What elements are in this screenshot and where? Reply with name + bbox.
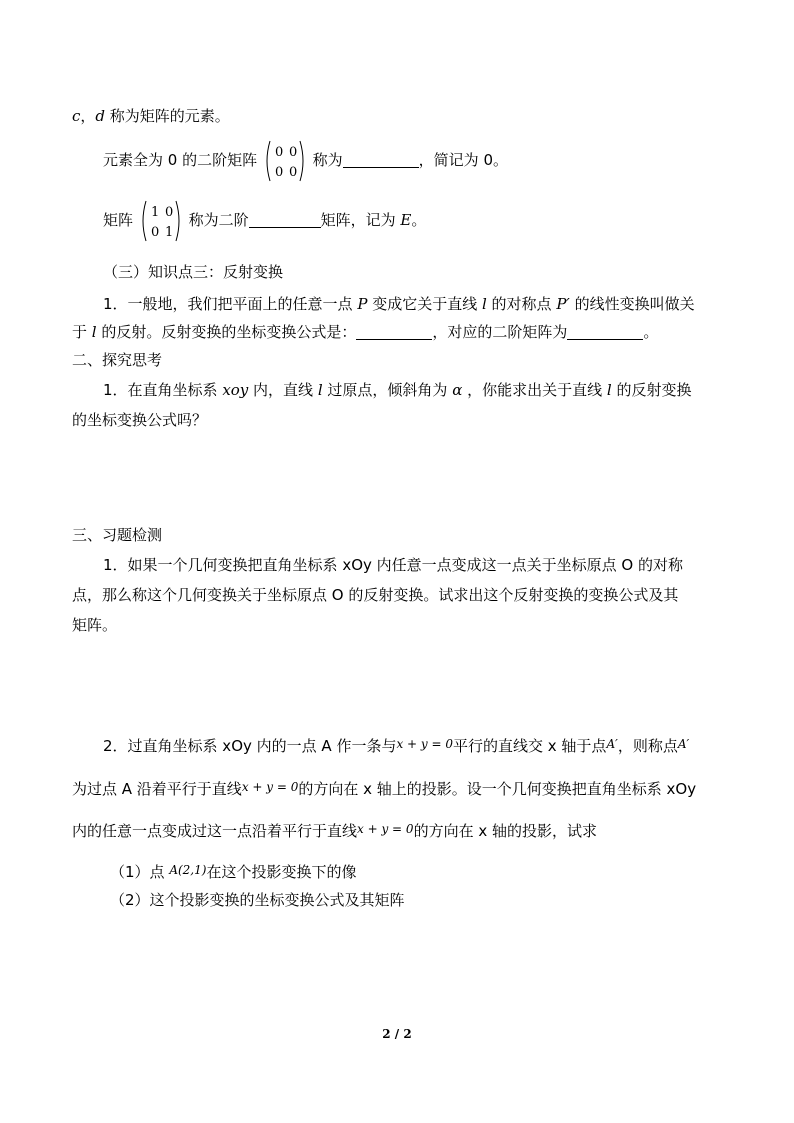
var-P: P — [357, 295, 368, 313]
text-d: ，你能求出关于直线 — [462, 381, 607, 399]
point-A: A(2,1) — [169, 863, 207, 877]
heading-exercises: 三、习题检测 — [72, 526, 163, 544]
text-c: 的对称点 — [486, 295, 557, 313]
m-d: 1 — [164, 224, 174, 240]
text-a: 2．过直角坐标系 xOy 内的一点 A 作一条与 — [103, 737, 397, 755]
line-reflection-def-1 — [103, 294, 695, 314]
equation: x + y = 0 — [357, 822, 414, 836]
line-zero-matrix — [103, 137, 508, 184]
var-d: d — [95, 107, 106, 125]
var-l: l — [481, 295, 487, 313]
blank-formula[interactable] — [356, 323, 432, 340]
equation: x + y = 0 — [241, 780, 299, 794]
text-a: （1）点 — [110, 863, 170, 881]
text-mid: 称为二阶 — [188, 211, 249, 229]
m-a: 0 — [274, 144, 284, 160]
equation: x + y = 0 — [396, 737, 454, 751]
comma: ， — [80, 107, 96, 125]
blank-zero-matrix[interactable] — [343, 151, 419, 168]
text-a: 1．一般地，我们把平面上的任意一点 — [103, 295, 358, 313]
line-exercise1-2: 点，那么称这个几何变换关于坐标原点 O 的反射变换。试求出这个反射变换的变换公式及其 — [72, 586, 679, 604]
m-b: 0 — [164, 204, 174, 220]
line-explore-q1 — [103, 380, 691, 400]
line-identity-matrix — [103, 197, 426, 244]
line-exercise1-3: 矩阵。 — [72, 616, 118, 634]
var-A-prime: A′ — [677, 737, 690, 751]
var-alpha: α — [452, 381, 463, 399]
text-pre: 矩阵 — [103, 211, 134, 229]
blank-identity[interactable] — [249, 211, 321, 228]
zero-matrix — [262, 138, 308, 184]
text-a: 1．在直角坐标系 — [103, 381, 223, 399]
text-b: 平行的直线交 x 轴于点 — [453, 737, 607, 755]
line-matrix-elements — [72, 106, 230, 126]
page-number: 2 / 2 — [382, 1027, 412, 1041]
text-b: 在这个投影变换下的像 — [206, 863, 357, 881]
text-c: ，则称点 — [617, 737, 678, 755]
m-c: 0 — [150, 224, 160, 240]
heading-reflection: （三）知识点三：反射变换 — [103, 263, 284, 281]
line-exercise2-3 — [72, 819, 597, 841]
text-pre: 元素全为 0 的二阶矩阵 — [103, 151, 258, 169]
line-exercise2-q2: （2）这个投影变换的坐标变换公式及其矩阵 — [110, 891, 405, 909]
text-b: 的方向在 x 轴的投影，试求 — [413, 822, 597, 840]
text-c: ，对应的二阶矩阵为 — [432, 323, 568, 341]
var-c: c — [72, 107, 81, 125]
identity-matrix — [138, 198, 184, 244]
text-c: 过原点，倾斜角为 — [322, 381, 453, 399]
m-c: 0 — [274, 164, 284, 180]
line-exercise2-2 — [72, 777, 696, 799]
text-b: 内，直线 — [248, 381, 318, 399]
var-A-prime: A′ — [606, 737, 618, 751]
text-post: ，简记为 0。 — [418, 151, 508, 169]
m-d: 0 — [288, 164, 298, 180]
line-reflection-def-2 — [72, 322, 658, 342]
var-l: l — [317, 381, 323, 399]
text-d: 的线性变换叫做关 — [569, 295, 695, 313]
text-d: 。 — [643, 323, 659, 341]
m-a: 1 — [150, 204, 160, 220]
blank-matrix[interactable] — [567, 323, 643, 340]
var-xoy: xoy — [222, 381, 249, 399]
text-mid2: 矩阵，记为 — [320, 211, 401, 229]
text-b: 变成它关于直线 — [367, 295, 482, 313]
text-end: 。 — [411, 211, 427, 229]
text-e: 的反射变换 — [611, 381, 692, 399]
m-b: 0 — [288, 144, 298, 160]
text-a: 于 — [72, 323, 92, 341]
text: 称为矩阵的元素。 — [105, 107, 230, 125]
var-E: E — [400, 211, 412, 229]
line-explore-q1-cont: 的坐标变换公式吗？ — [72, 411, 208, 429]
var-l: l — [606, 381, 612, 399]
line-exercise1-1: 1．如果一个几何变换把直角坐标系 xOy 内任意一点变成这一点关于坐标原点 O 的对称 — [103, 556, 683, 574]
var-l: l — [91, 323, 97, 341]
line-exercise2-1 — [103, 734, 689, 756]
line-exercise2-q1 — [110, 860, 356, 882]
text-a: 为过点 A 沿着平行于直线 — [72, 780, 242, 798]
text-b: 的方向在 x 轴上的投影。设一个几何变换把直角坐标系 xOy — [298, 780, 697, 798]
var-P-prime: P′ — [556, 295, 570, 313]
heading-explore: 二、探究思考 — [72, 351, 163, 369]
text-mid: 称为 — [312, 151, 343, 169]
text-b: 的反射。反射变换的坐标变换公式是： — [96, 323, 357, 341]
text-a: 内的任意一点变成过这一点沿着平行于直线 — [72, 822, 358, 840]
